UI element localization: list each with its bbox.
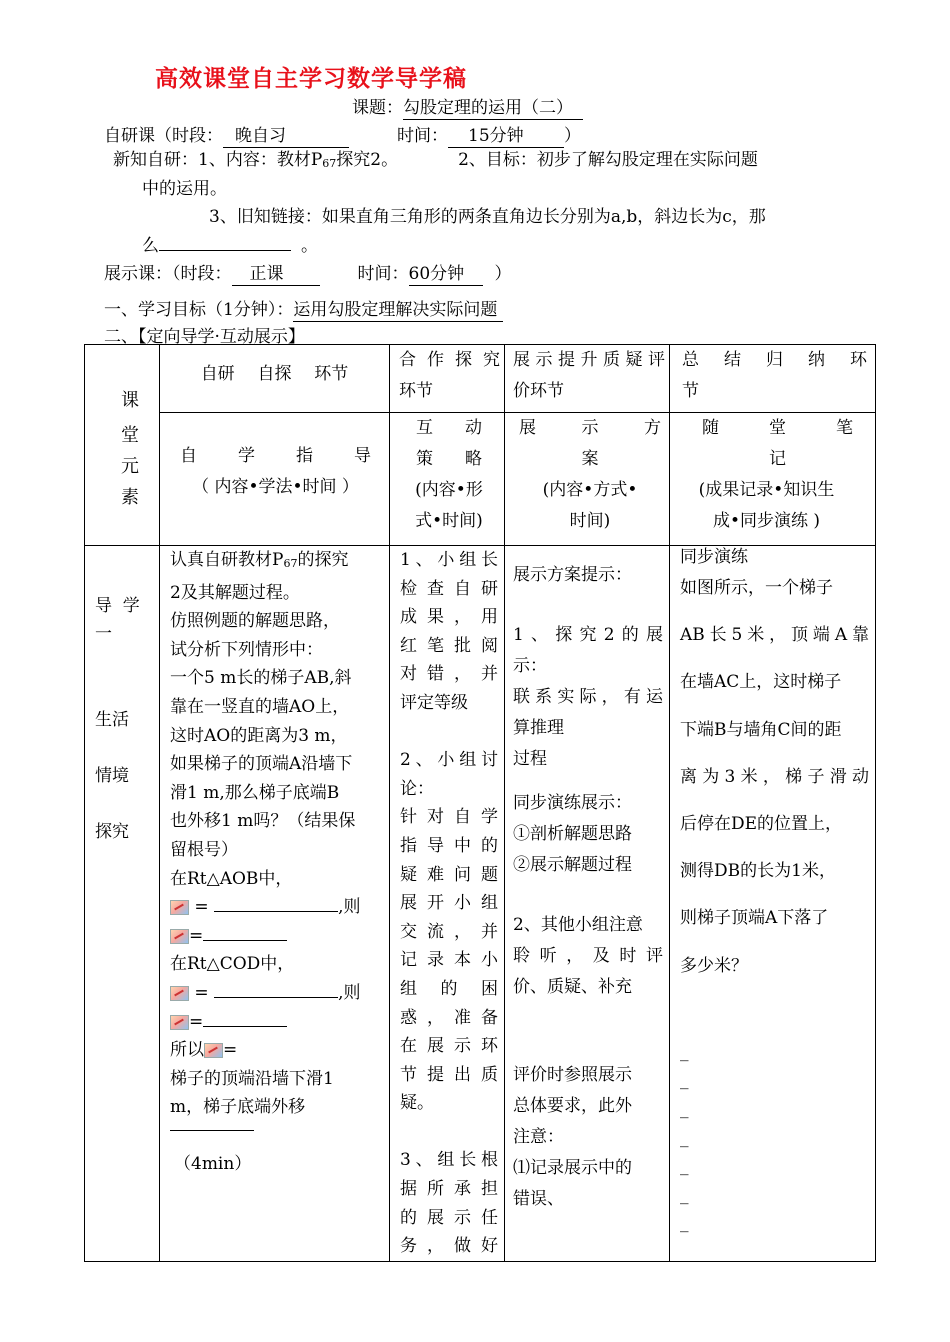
- plan-line: 算推理: [513, 718, 564, 738]
- strategy-line: 的展示任: [400, 1207, 498, 1228]
- strategy-line: 1、小组长: [400, 550, 498, 570]
- notes-heading: 同步演练: [680, 547, 748, 567]
- col2-header: [390, 345, 505, 413]
- plan-line: 示：: [513, 656, 547, 676]
- page-subscript: 67: [283, 557, 298, 570]
- display-class-line: [104, 259, 512, 286]
- formula-image-icon: [170, 1015, 189, 1030]
- new-knowledge-line1: [113, 146, 758, 178]
- answer-blank: [203, 940, 287, 941]
- formula-image-icon: [170, 986, 189, 1001]
- guide-line: 梯子的顶端沿墙下滑1: [170, 1068, 334, 1089]
- col1-subheader: [160, 413, 390, 546]
- col4-subheader-line1: 随堂笔: [702, 418, 853, 438]
- col1-subheader-line1: 自学指导: [180, 446, 371, 466]
- answer-blank: [214, 997, 338, 998]
- formula-image-icon: [170, 900, 189, 915]
- self-study-close: ）: [564, 126, 581, 146]
- notes-dash: _: [680, 1041, 689, 1062]
- col1-header-text: 自研 自探 环节: [200, 364, 349, 384]
- plan-line: 注意：: [513, 1127, 564, 1147]
- new-knowledge-line3: 3、旧知链接：如果直角三角形的两条直角边长分别为a,b，斜边长为c，那: [209, 207, 766, 227]
- guide-line: 如果梯子的顶端A沿墙下: [170, 754, 353, 775]
- then-text: ,则: [338, 982, 361, 1003]
- col1-header: [160, 345, 390, 413]
- guide-line: 留根号）: [170, 839, 238, 860]
- answer-blank: [170, 1130, 254, 1131]
- strategy-line: 展开小组: [400, 893, 498, 914]
- self-study-time-label: 时间：: [397, 126, 448, 146]
- then-text: ,则: [338, 897, 361, 918]
- guide-line: 靠在一竖直的墙AO上，: [170, 696, 350, 717]
- new-knowledge-content-end: 探究2。: [336, 150, 399, 170]
- display-class-prefix: 展示课：（时段：: [104, 264, 232, 284]
- plan-line: 过程: [513, 749, 547, 769]
- self-study-period: 晚自习: [223, 121, 349, 148]
- topic-label: 课题：: [352, 98, 403, 118]
- guide-line: 在Rt△AOB中，: [170, 868, 293, 889]
- notes-dash: _: [680, 1127, 689, 1148]
- plan-line: 联系实际，有运: [513, 687, 663, 707]
- notes-dash: _: [680, 1184, 689, 1205]
- col3-header-line2: 价环节: [513, 381, 564, 401]
- answer-blank: [214, 911, 338, 912]
- strategy-line: 对错，并: [400, 664, 498, 685]
- col4-subheader-line4: 成•同步演练 ): [712, 511, 821, 531]
- equation-line: [170, 1008, 383, 1037]
- plan-line: 展示方案提示：: [513, 565, 632, 585]
- col2-header-line1: 合作探究: [399, 350, 500, 370]
- notes-dash: _: [680, 1156, 689, 1177]
- col2-subheader-line1: 互动: [416, 418, 482, 438]
- guide-text: 认真自研教材P: [170, 550, 284, 570]
- notes-dash: _: [680, 1070, 689, 1091]
- strategy-line: 针对自学: [400, 807, 498, 828]
- section-label-cell: [85, 546, 160, 1262]
- col4-subheader-line2: 记: [769, 449, 786, 469]
- strategy-line: 组的困: [400, 978, 498, 999]
- strategy-line: 在展示环: [400, 1036, 498, 1057]
- notes-dash: _: [680, 1213, 689, 1234]
- section-label-e: 探究: [95, 822, 129, 842]
- col2-subheader-line3: (内容•形: [415, 480, 483, 500]
- guide-line: 试分析下列情形中：: [170, 639, 323, 660]
- col3-header-line1: 展示提升质疑评: [513, 350, 665, 370]
- new-knowledge-line2: 中的运用。: [142, 179, 227, 199]
- strategy-line: 论：: [400, 778, 434, 799]
- section2-heading: 二、【定向导学·互动展示】: [104, 327, 305, 347]
- plan-line: 价、质疑、补充: [513, 977, 632, 997]
- display-class-close: ）: [494, 264, 512, 284]
- row-header-char: 课: [121, 390, 139, 411]
- notes-line: 下端B与墙角C间的距: [680, 719, 842, 740]
- document-title: 高效课堂自主学习数学导学稿: [155, 65, 467, 92]
- strategy-line: 评定等级: [400, 692, 468, 713]
- col3-subheader-line2: 案: [581, 449, 599, 469]
- line4-suffix: 。: [301, 236, 318, 256]
- col3-subheader-line3: (内容•方式•: [542, 480, 638, 500]
- strategy-line: [400, 1118, 498, 1147]
- section1-line: [104, 295, 503, 322]
- col2-subheader: [390, 413, 505, 546]
- equals-sign: =: [194, 982, 209, 1003]
- strategy-line: [400, 718, 498, 747]
- new-knowledge-line4: [142, 232, 318, 260]
- plan-line: ①剖析解题思路: [513, 824, 632, 844]
- col2-subheader-line4: 式•时间): [415, 511, 483, 531]
- strategy-line: 成果，用: [400, 607, 498, 628]
- col3-subheader-line1: 展示方: [519, 418, 661, 438]
- guide-line: 仿照例题的解题思路，: [170, 611, 340, 632]
- plan-line: 同步演练展示：: [513, 793, 632, 813]
- so-text: 所以: [170, 1040, 204, 1061]
- plan-line: ②展示解题过程: [513, 855, 632, 875]
- answer-blank: [159, 250, 291, 251]
- col3-subheader-line4: 时间): [569, 511, 611, 531]
- notes-line: 如图所示，一个梯子: [680, 578, 833, 598]
- strategy-line: 红笔批阅: [400, 635, 498, 656]
- col4-subheader-line3: (成果记录•知识生: [698, 480, 835, 500]
- row-header-text: [121, 385, 141, 513]
- row-header-char: 堂: [121, 425, 139, 446]
- section-label-c: 生活: [95, 710, 129, 730]
- self-study-line: [104, 121, 581, 148]
- plan-line: 2、其他小组注意: [513, 915, 643, 935]
- notes-line: 离为3米，梯子滑动: [680, 766, 869, 787]
- guide-line: 一个5 m长的梯子AB,斜: [170, 668, 352, 689]
- col4-subheader: [670, 413, 876, 546]
- col4-header-line2: 节: [682, 381, 699, 401]
- plan-line: 聆听，及时评: [513, 946, 663, 966]
- col2-subheader-line2: 策略: [416, 449, 482, 469]
- col1-subheader-line2: （ 内容•学法•时间 ）: [192, 477, 359, 497]
- notes-line: 则梯子顶端A下落了: [680, 908, 829, 929]
- section-label-a: 导 学: [95, 596, 140, 616]
- col1-body-cell: [160, 546, 390, 1262]
- col3-header: [505, 345, 670, 413]
- display-class-time: 60分钟: [409, 259, 483, 286]
- answer-line: [170, 1122, 383, 1151]
- col4-header-line1: 总结归纳环: [682, 350, 867, 370]
- guide-line: 在Rt△COD中，: [170, 954, 295, 975]
- self-study-guide: [160, 546, 389, 1179]
- col2-header-line2: 环节: [399, 381, 433, 401]
- equation-line: [170, 922, 383, 951]
- guide-line: m，梯子底端外移: [170, 1097, 306, 1118]
- lesson-table: [84, 344, 876, 1262]
- notes-dash: _: [680, 1099, 689, 1120]
- col4-header: [670, 345, 876, 413]
- page-subscript: 67: [322, 157, 337, 170]
- topic-line: [352, 93, 583, 120]
- formula-image-icon: [204, 1043, 223, 1058]
- strategy-line: 3、组长根: [400, 1150, 498, 1171]
- plan-line: 总体要求，此外: [513, 1096, 632, 1116]
- strategy-line: 节提出质: [400, 1064, 498, 1085]
- section1-label: 一、学习目标（1分钟）：: [104, 300, 294, 320]
- self-study-prefix: 自研课（时段：: [104, 126, 223, 146]
- section-label-b: 一: [95, 624, 112, 644]
- new-knowledge-goal: 2、目标：初步了解勾股定理在实际问题: [458, 150, 758, 170]
- strategy-line: 疑难问题: [400, 864, 498, 885]
- time-note: （4min）: [174, 1154, 252, 1175]
- display-plan: [505, 546, 669, 1215]
- strategy-line: 交流，并: [400, 921, 498, 942]
- col4-body-cell: [670, 546, 876, 1262]
- guide-line: 这时AO的距离为3 m，: [170, 725, 348, 746]
- equals-sign: =: [189, 1011, 204, 1032]
- guide-line: 滑1 m,那么梯子底端B: [170, 782, 340, 803]
- self-study-time: 15分钟: [448, 121, 564, 148]
- line4-prefix: 么: [142, 236, 159, 256]
- row-header-char: 素: [121, 487, 139, 508]
- equation-line: [170, 1036, 383, 1065]
- strategy-line: 指导中的: [400, 835, 498, 856]
- notes-line: 测得DB的长为1米，: [680, 861, 836, 882]
- answer-blank: [203, 1026, 287, 1027]
- notes-line: 多少米？: [680, 955, 748, 976]
- guide-text: 的探究: [297, 550, 349, 570]
- guide-line: 2及其解题过程。: [170, 582, 300, 603]
- row-header-char: 元: [121, 456, 139, 477]
- display-class-period: 正课: [232, 259, 320, 286]
- plan-line: ⑴记录展示中的: [513, 1158, 632, 1178]
- notes-line: 在墙AC上，这时梯子: [680, 672, 842, 693]
- guide-line: 也外移1 m吗？（结果保: [170, 811, 356, 832]
- equation-line: [170, 893, 383, 922]
- notes-line: AB长5米，顶端A靠: [680, 625, 869, 646]
- interaction-strategy: [390, 546, 504, 1261]
- strategy-line: 据所承担: [400, 1179, 498, 1200]
- class-notes: [670, 546, 875, 1238]
- equation-line: [170, 979, 383, 1008]
- notes-line: 后停在DE的位置上，: [680, 814, 843, 835]
- strategy-line: 2、小组讨: [400, 750, 498, 771]
- equals-sign: =: [189, 925, 204, 946]
- equals-sign: =: [194, 897, 209, 918]
- section1-goal: 运用勾股定理解决实际问题: [293, 295, 503, 322]
- section-label-d: 情境: [95, 766, 129, 786]
- row-header-cell: [85, 345, 160, 546]
- col3-body-cell: [505, 546, 670, 1262]
- display-class-time-label: 时间：: [357, 264, 409, 284]
- topic-value: 勾股定理的运用（二）: [403, 93, 583, 120]
- col2-body-cell: [390, 546, 505, 1262]
- col3-subheader: [505, 413, 670, 546]
- equals-sign: =: [223, 1040, 238, 1061]
- strategy-line: 务，做好: [400, 1236, 498, 1257]
- strategy-line: 检查自研: [400, 578, 498, 599]
- plan-line: 1、探究2的展: [513, 625, 663, 645]
- plan-line: 错误、: [513, 1189, 564, 1209]
- plan-line: 评价时参照展示: [513, 1065, 632, 1085]
- new-knowledge-content: 新知自研：1、内容：教材P: [113, 150, 323, 170]
- strategy-line: 记录本小: [400, 950, 498, 971]
- guide-line: [170, 546, 383, 579]
- formula-image-icon: [170, 929, 189, 944]
- strategy-line: 疑。: [400, 1093, 434, 1114]
- strategy-line: 惑，准备: [400, 1007, 498, 1028]
